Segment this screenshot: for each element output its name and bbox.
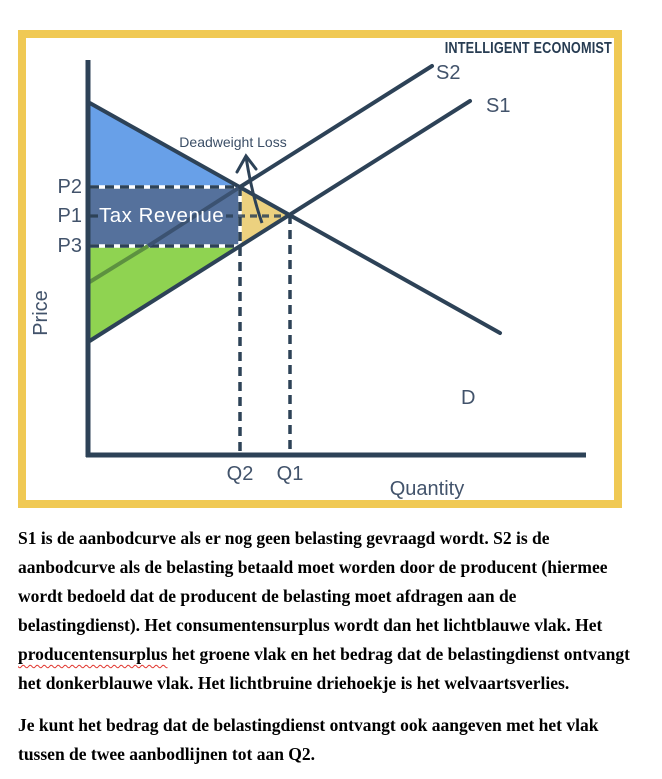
paragraph-1-start: S1 is de aanbodcurve als er nog geen belasting gevraagd wordt. S2 is de aanbodcurve als de belasting betaald moet worden door de producent (hiermee wordt bedoeld dat de producent de belasting moet afdragen aan de belastingdienst). Het consumentensurplus wordt dan het lichtblauwe vlak. Het: [18, 528, 608, 635]
price-axis-label: Price: [30, 290, 52, 336]
p2-label: P2: [57, 176, 82, 198]
deadweight-loss-label: Deadweight Loss: [179, 134, 287, 150]
paragraph-1: [18, 524, 642, 698]
demand-curve-label: D: [461, 387, 476, 409]
q2-label: Q2: [226, 463, 254, 485]
brand-logo: INTELLIGENT ECONOMIST: [444, 40, 612, 57]
spellcheck-word: producentensurplus: [18, 644, 168, 664]
p3-label: P3: [57, 235, 82, 257]
q1-label: Q1: [276, 463, 304, 485]
quantity-axis-label: Quantity: [389, 478, 465, 500]
p1-label: P1: [57, 205, 82, 227]
tax-revenue-label: Tax Revenue: [99, 204, 225, 227]
paragraph-2: Je kunt het bedrag dat de belastingdienst ontvangt ook aangeven met het vlak tussen de twee aanbodlijnen tot aan Q2.: [18, 715, 599, 764]
s1-curve-label: S1: [486, 95, 511, 117]
paragraph-1-end: het groene vlak en het bedrag dat de belastingdienst ontvangt het donkerblauwe vlak. Het lichtbruine driehoekje is het welvaartsverlies.: [18, 644, 630, 693]
s2-curve-label: S2: [436, 62, 461, 84]
supply-curve-s2: [240, 66, 432, 187]
explanation-text: [18, 524, 642, 779]
